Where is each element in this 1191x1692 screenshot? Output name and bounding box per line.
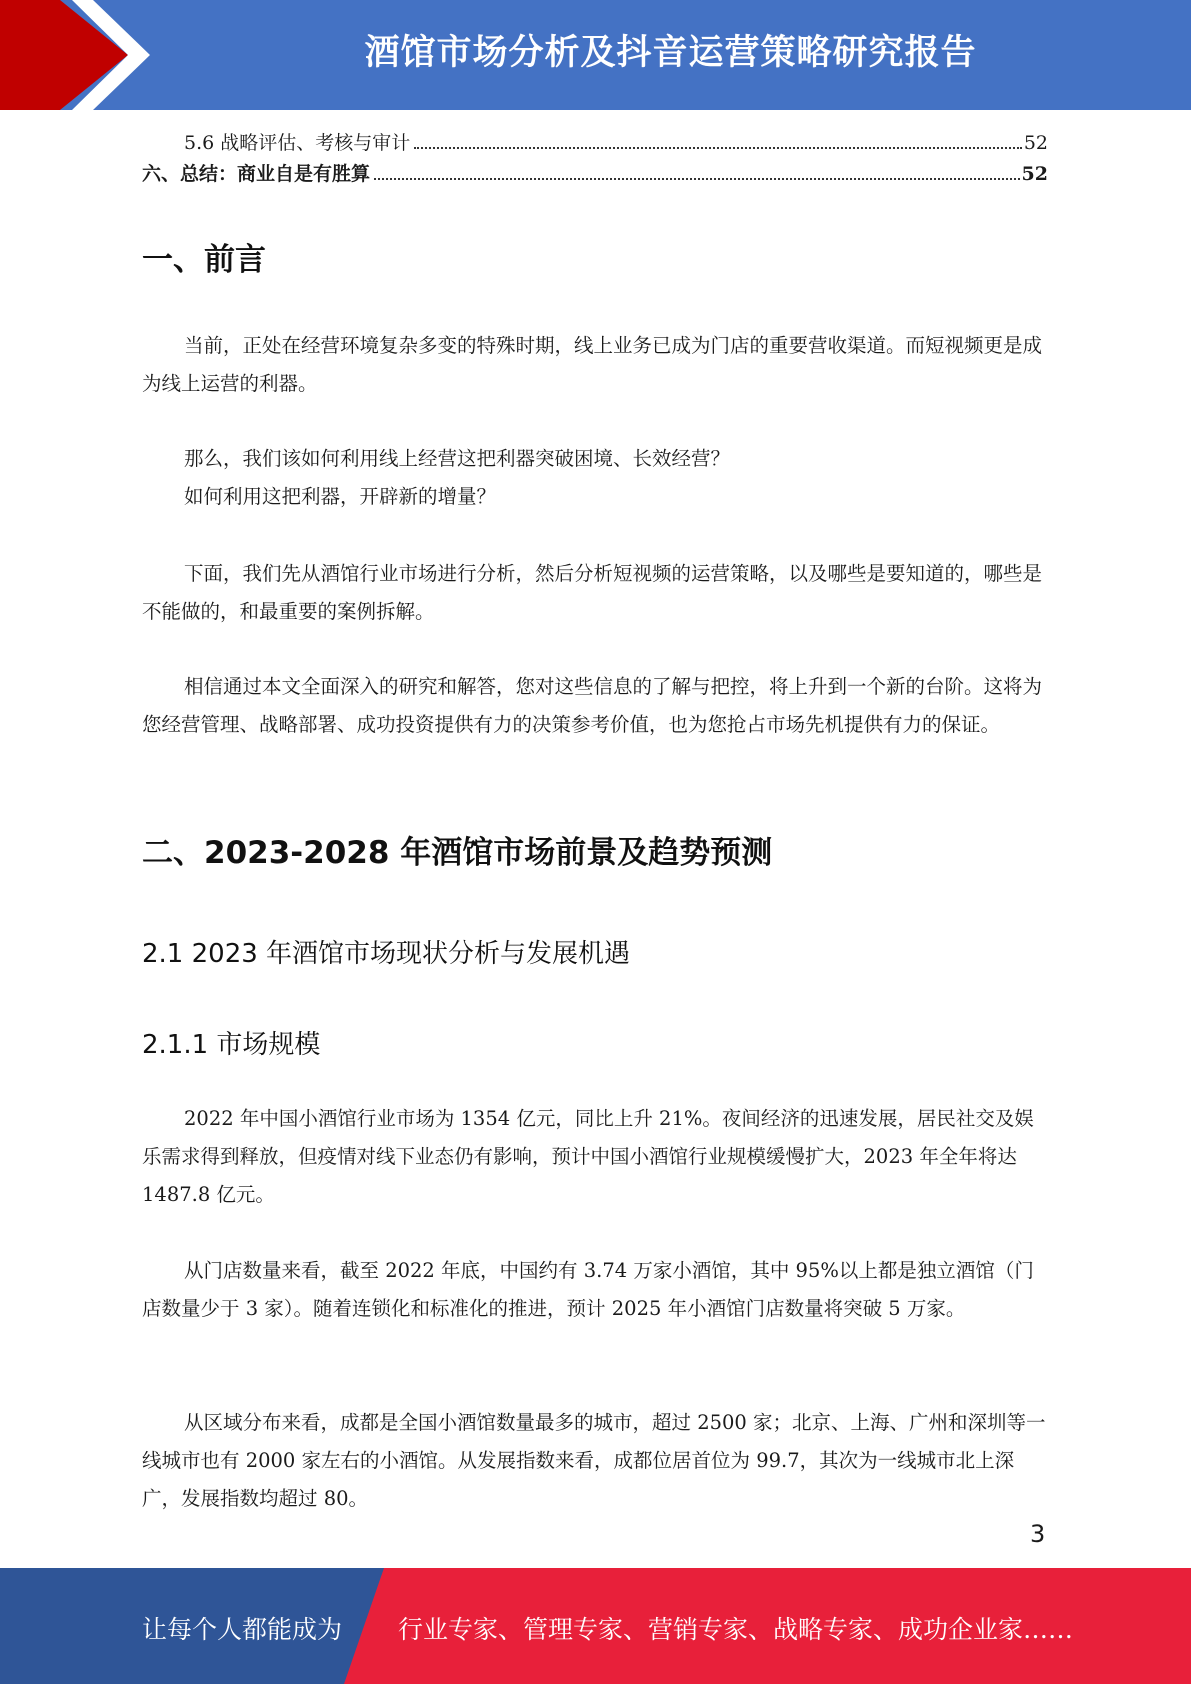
toc-entry[interactable]: [142, 128, 1048, 159]
section-heading-market-forecast: 二、2023-2028 年酒馆市场前景及趋势预测: [142, 835, 773, 871]
header-title: 酒馆市场分析及抖音运营策略研究报告: [364, 33, 977, 73]
footer-slogan-right: 行业专家、管理专家、营销专家、战略专家、成功企业家……: [398, 1615, 1074, 1644]
toc-entry-label: 六、总结：商业自是有胜算: [142, 163, 371, 185]
page-number: 3: [1030, 1520, 1046, 1548]
paragraph: 那么，我们该如何利用线上经营这把利器突破困境、长效经营？: [184, 447, 731, 470]
toc-entry[interactable]: [142, 159, 1048, 190]
toc-entry-page: 52: [1023, 132, 1048, 154]
paragraph: 从门店数量来看，截至 2022 年底，中国约有 3.74 万家小酒馆，其中 95%以上都是独立酒馆（门店数量少于 3 家）。随着连锁化和标准化的推进，预计 2025 年小酒馆门店数量将突破 5 万家。: [142, 1259, 1034, 1320]
toc-leader-dots: [414, 147, 1022, 149]
section-heading-preface: 一、前言: [142, 242, 266, 278]
paragraph: 下面，我们先从酒馆行业市场进行分析，然后分析短视频的运营策略，以及哪些是要知道的，哪些是不能做的，和最重要的案例拆解。: [142, 562, 1043, 623]
subsection-heading: 2.1 2023 年酒馆市场现状分析与发展机遇: [142, 939, 631, 969]
paragraph: 如何利用这把利器，开辟新的增量？: [184, 485, 497, 508]
footer-slogan-left: 让每个人都能成为: [142, 1615, 343, 1644]
page-footer: [0, 1568, 1191, 1684]
paragraph: 当前，正处在经营环境复杂多变的特殊时期，线上业务已成为门店的重要营收渠道。而短视频更是成为线上运营的利器。: [142, 334, 1043, 395]
subsubsection-heading: 2.1.1 市场规模: [142, 1030, 321, 1060]
toc-entry-page: 52: [1021, 163, 1048, 185]
table-of-contents: [142, 128, 1048, 190]
page-header: [0, 0, 1191, 110]
toc-entry-label: 5.6 战略评估、考核与审计: [184, 132, 411, 154]
paragraph: 从区域分布来看，成都是全国小酒馆数量最多的城市，超过 2500 家；北京、上海、广州和深圳等一线城市也有 2000 家左右的小酒馆。从发展指数来看，成都位居首位为 99.7，其次为一线城市北上深广，发展指数均超过 80。: [142, 1411, 1046, 1510]
paragraph: 2022 年中国小酒馆行业市场为 1354 亿元，同比上升 21%。夜间经济的迅速发展，居民社交及娱乐需求得到释放，但疫情对线下业态仍有影响，预计中国小酒馆行业规模缓慢扩大，2023 年全年将达 1487.8 亿元。: [142, 1107, 1034, 1206]
toc-leader-dots: [374, 178, 1020, 180]
paragraph: 相信通过本文全面深入的研究和解答，您对这些信息的了解与把控，将上升到一个新的台阶。这将为您经营管理、战略部署、成功投资提供有力的决策参考价值，也为您抢占市场先机提供有力的保证。: [142, 675, 1043, 736]
